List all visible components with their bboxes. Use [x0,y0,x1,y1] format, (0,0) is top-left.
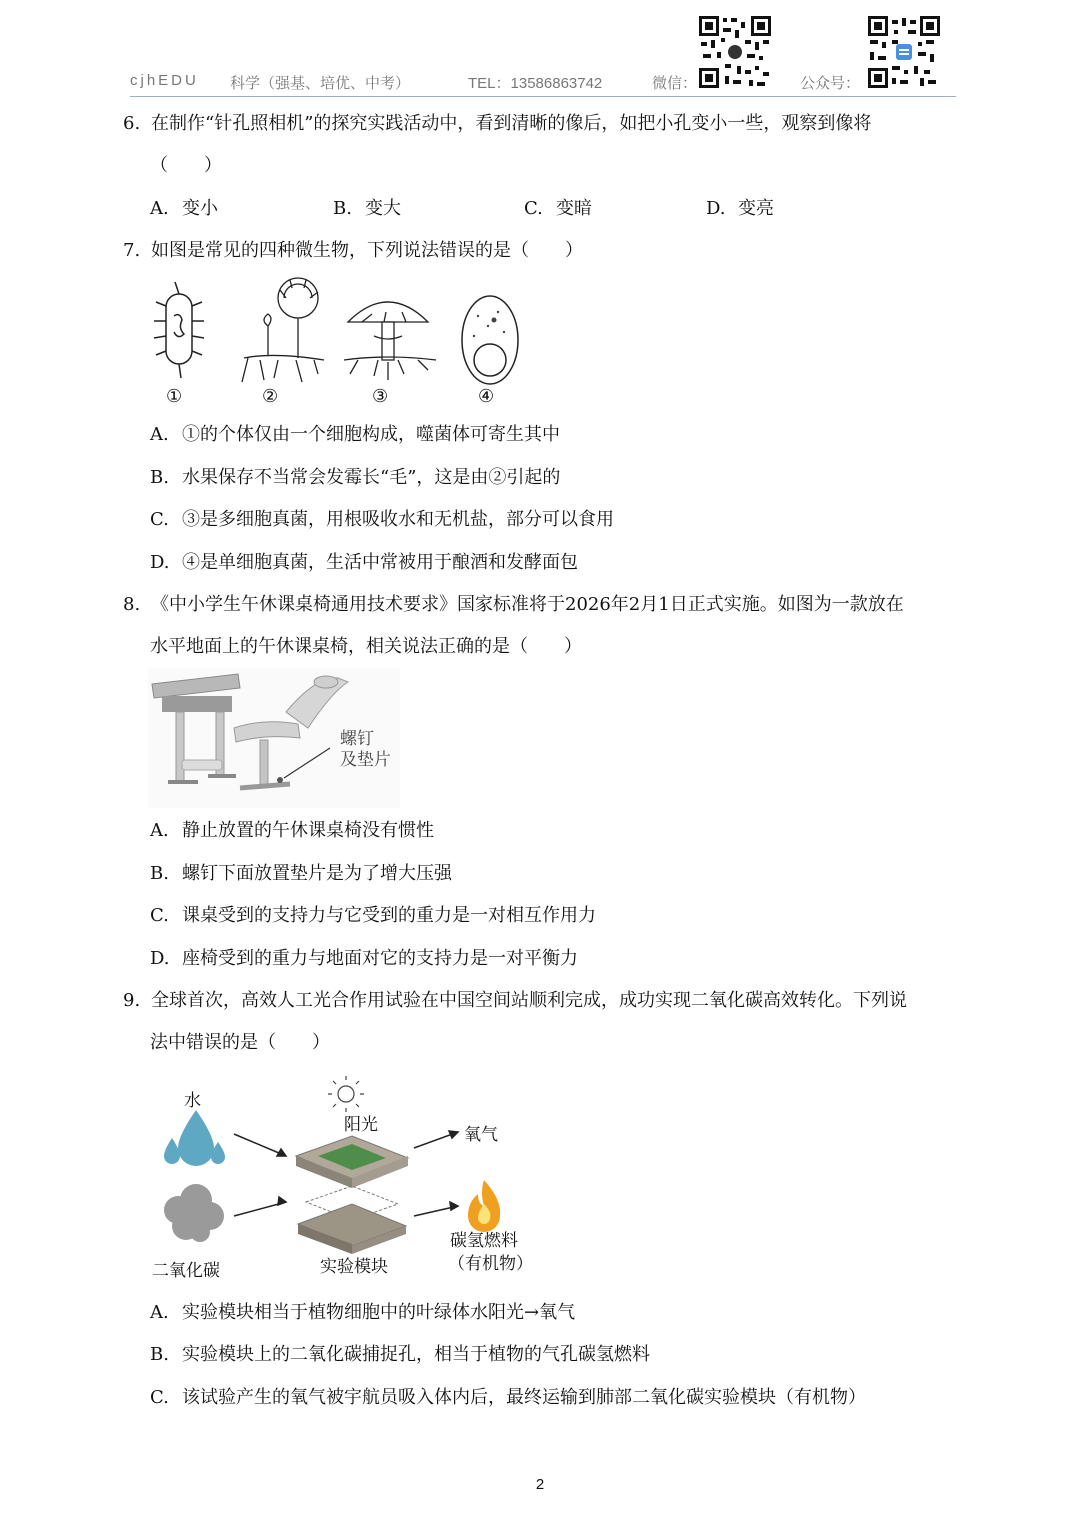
question-number: 9. [123,990,141,1011]
official-account-icon [896,44,912,60]
question-text: 在制作“针孔照相机”的探究实践活动中，看到清晰的像后，如把小孔变小一些，观察到像将 [151,113,872,134]
official-account-qr-code [866,14,942,90]
experiment-module-drawing [296,1136,408,1254]
mold-drawing [242,278,324,382]
question-number: 6. [123,113,141,134]
question-text-continued: 水平地面上的午休课桌椅，相关说法正确的是（ ） [150,636,582,657]
oxygen-label: 氧气 [464,1125,498,1144]
header-official: 公众号： [800,75,861,92]
option-d: D. 座椅受到的重力与地面对它的支持力是一对平衡力 [150,948,578,969]
option-c: C. 课桌受到的支持力与它受到的重力是一对相互作用力 [150,905,596,926]
option-d: D. ④是单细胞真菌，生活中常被用于酿酒和发酵面包 [150,552,578,573]
figure-label-1: ① [166,386,183,407]
sunlight-label: 阳光 [344,1115,378,1134]
bacterium-drawing [154,282,204,378]
water-label: 水 [184,1091,201,1110]
option-b: B. 变大 [333,198,401,219]
figure-label-3: ③ [372,386,389,407]
option-c: C. 该试验产生的氧气被宇航员吸入体内后，最终运输到肺部二氧化碳实验模块（有机物） [150,1387,866,1408]
washer-label: 及垫片 [340,750,391,769]
question-number: 7. [123,240,141,261]
fuel-label: 碳氢燃料 [450,1231,518,1250]
header-subject: 科学（强基、培优、中考） [230,75,411,92]
co2-cloud-icon [164,1184,224,1242]
question-text: 如图是常见的四种微生物，下列说法错误的是（ ） [151,240,583,261]
organic-label: （有机物） [448,1254,533,1273]
header-tel: TEL：13586863742 [468,75,603,92]
option-d: D. 变亮 [706,198,774,219]
option-b: B. 实验模块上的二氧化碳捕捉孔，相当于植物的气孔碳氢燃料 [150,1344,650,1365]
option-a: A. ①的个体仅由一个细胞构成，噬菌体可寄生其中 [150,424,560,445]
mushroom-drawing [344,302,436,380]
wechat-qr-code [697,14,773,90]
question-number: 8. [123,594,141,615]
option-a: A. 变小 [150,198,218,219]
module-label: 实验模块 [320,1257,388,1276]
option-a: A. 静止放置的午休课桌椅没有惯性 [150,820,434,841]
screw-label: 螺钉 [340,729,374,748]
co2-label: 二氧化碳 [152,1261,220,1280]
option-a: A. 实验模块相当于植物细胞中的叶绿体水阳光→氧气 [150,1302,576,1323]
header-brand: cjhEDU [130,72,199,89]
option-c: C. 变暗 [524,198,592,219]
question-text-continued: 法中错误的是（ ） [150,1032,330,1053]
page-number: 2 [535,1476,545,1493]
figure-label-4: ④ [478,386,495,407]
header-wechat: 微信： [652,75,698,92]
yeast-drawing [462,296,518,384]
question-text: 全球首次，高效人工光合作用试验在中国空间站顺利完成，成功实现二氧化碳高效转化。下列说 [151,990,907,1011]
flame-icon [468,1180,500,1232]
sun-icon [328,1076,364,1112]
option-c: C. ③是多细胞真菌，用根吸收水和无机盐，部分可以食用 [150,509,614,530]
answer-blank: （ ） [150,155,222,176]
option-b: B. 水果保存不当常会发霉长“毛”，这是由②引起的 [150,467,561,488]
option-b: B. 螺钉下面放置垫片是为了增大压强 [150,863,452,884]
page-header [130,70,956,97]
question-text: 《中小学生午休课桌椅通用技术要求》国家标准将于2026年2月1日正式实施。如图为一款放在 [151,594,904,615]
wechat-icon [728,45,742,59]
figure-label-2: ② [262,386,279,407]
water-drops-icon [164,1110,225,1166]
